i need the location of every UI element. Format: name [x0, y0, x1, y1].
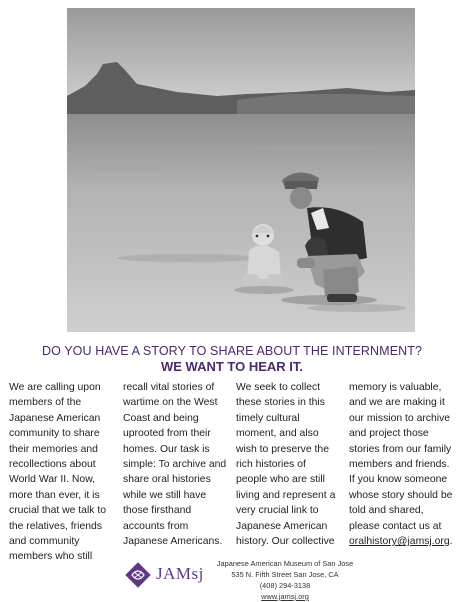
text-line: those firsthand	[123, 505, 192, 517]
text-line: moment, and also	[236, 428, 319, 440]
text-line: very crucial link to	[236, 505, 319, 517]
text-line: and we are making it	[349, 397, 445, 409]
text-line: our mission to archive	[349, 412, 451, 424]
text-line: Coast and being	[123, 412, 199, 424]
museum-name: Japanese American Museum of San Jose	[216, 559, 354, 568]
text-line: homes. Our task is	[123, 443, 210, 455]
text-line: wartime on the West	[123, 397, 218, 409]
text-column-4	[349, 380, 453, 549]
text-line: please contact us at	[349, 520, 442, 532]
contact-email-link[interactable]: oralhistory@jamsj.org	[349, 536, 450, 548]
historical-photo	[67, 8, 415, 332]
text-line: more than ever, it is	[9, 489, 100, 501]
text-line: and project those	[349, 428, 429, 440]
text-line: recall vital stories of	[123, 382, 215, 393]
text-line: people who are still	[236, 474, 325, 486]
footer	[0, 555, 464, 600]
photo-illustration	[67, 8, 415, 332]
headline	[0, 343, 464, 375]
text-line: We are calling upon	[9, 382, 101, 393]
text-line: uprooted from their	[123, 428, 211, 440]
museum-phone: (408) 294-3138	[259, 581, 311, 590]
text-line: members who still	[9, 551, 93, 563]
museum-website-link[interactable]: www.jamsj.org	[261, 592, 309, 601]
body-text-columns	[9, 380, 457, 563]
text-line: memory is valuable,	[349, 382, 442, 393]
headline-question: DO YOU HAVE A STORY TO SHARE ABOUT THE INTERNMENT?	[41, 344, 423, 358]
text-line: We seek to collect	[236, 382, 321, 393]
text-line: World War II. Now,	[9, 474, 96, 486]
text-line: living and represent a	[236, 489, 336, 501]
museum-address-block	[214, 558, 356, 602]
museum-street: 535 N. Fifth Street San Jose, CA	[231, 570, 339, 579]
text-line: and community	[9, 536, 80, 548]
text-line: wish to preserve the	[236, 443, 329, 455]
text-line: accounts from	[123, 520, 189, 532]
text-line: Japanese American	[9, 412, 101, 424]
text-line: these stories in this	[236, 397, 325, 409]
text-line: recollections about	[9, 459, 96, 471]
text-line: If you know someone	[349, 474, 448, 486]
text-column-2	[123, 380, 227, 549]
headline-answer: WE WANT TO HEAR IT.	[160, 359, 304, 374]
text-line: simple: To archive and	[123, 459, 227, 471]
text-line: rich histories of	[236, 459, 306, 471]
text-line: crucial that we talk to	[9, 505, 107, 517]
text-line: while we still have	[123, 489, 207, 501]
text-line: members and friends.	[349, 459, 450, 471]
text-line: their memories and	[9, 443, 98, 455]
text-line: share oral histories	[123, 474, 211, 486]
text-line: stories from our family	[349, 443, 452, 455]
text-column-1	[9, 380, 113, 565]
text-column-3	[236, 380, 340, 549]
contact-email-line: oralhistory@jamsj.org.	[349, 536, 453, 548]
text-line: told and shared,	[349, 505, 424, 517]
jamsj-logo-mark-icon	[124, 561, 152, 589]
text-line: members of the	[9, 397, 82, 409]
text-line: history. Our collective	[236, 536, 335, 548]
text-line: Japanese American	[236, 520, 328, 532]
logo-wordmark: JAMsj	[156, 564, 204, 583]
text-line: whose story should be	[349, 489, 453, 501]
jamsj-logo	[124, 559, 204, 595]
text-line: Japanese Americans.	[123, 536, 223, 548]
text-line: the relatives, friends	[9, 520, 102, 532]
text-line: timely cultural	[236, 412, 300, 424]
text-line: community to share	[9, 428, 100, 440]
